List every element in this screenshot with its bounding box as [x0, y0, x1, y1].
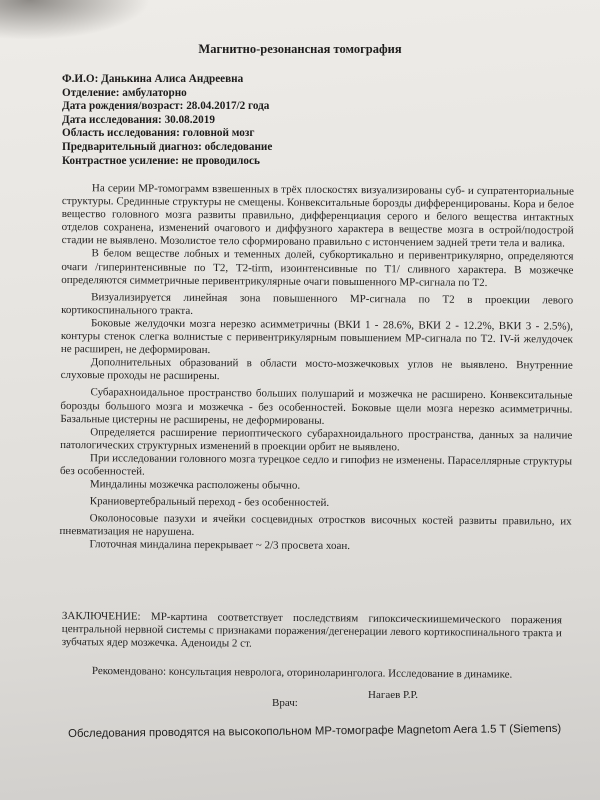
paragraph: Околоносовые пазухи и ячейки сосцевидных отростков височных костей развиты правильно, их пневматизация не нарушена. [59, 512, 572, 539]
patient-name: Ф.И.О: Данькина Алиса Андреевна [62, 73, 244, 85]
birth-date-age: Дата рождения/возраст: 28.04.2017/2 года [62, 100, 270, 113]
paragraph: Визуализируется линейная зона повышенного МР-сигнала по Т2 в проекции левого кортикоспинального тракта. [61, 290, 574, 317]
patient-info-block [62, 73, 562, 168]
paragraph: Боковые желудочки мозга нерезко асимметричны (ВКИ 1 - 28.6%, ВКИ 2 - 12.2%, ВКИ 3 - 2.5%), контуры стенок слегка волнистые с перивентрикулярным повышением МР-сигнала по Т2. IV-й желудочек не расширен, не деформирован. [60, 317, 574, 357]
footer-note: Обследования проводятся на высокопольном МР-томографе Magnetom Aera 1.5 T (Siemens) [68, 722, 562, 740]
page-shadow [0, 0, 150, 40]
preliminary-diagnosis: Предварительный диагноз: обследование [62, 140, 273, 153]
paragraph: При исследовании головного мозга турецкое седло и гипофиз не изменены. Параселлярные структуры без особенностей. [59, 452, 573, 478]
paragraph: Миндалины мозжечка расположены обычно. [89, 478, 301, 492]
document-title: Магнитно-резонансная томография [198, 42, 402, 56]
paragraph: Субарахноидальное пространство больших полушарий и мозжечка не расширено. Конвекситальные борозды большого мозга и мозжечка - без особенностей. Боковые щели мозга нерезко асимметричны. Базальные цистерны не расширены, не деформированы. [60, 386, 573, 427]
recommendation: Рекомендовано: консультация невролога, оториноларинголога. Исследование в динамике. [91, 665, 513, 681]
department: Отделение: амбулаторно [62, 86, 187, 99]
paragraph: Определяется расширение периоптического субарахноидального пространства, данных за наличие патологических структурных изменений в проекции орбит не выявлено. [60, 425, 573, 454]
paragraph: В белом веществе лобных и теменных долей, субкортикально и перивентрикулярно, определяются очаги /гиперинтенсивные по Т2, Т2-tirm, изоинтенсивные по Т1/ сливного характера. В мозжечке определяются симметричные перивентрикулярные очаги повышенного МР-сигнала по Т2. [61, 247, 574, 289]
report-body [59, 182, 574, 555]
exam-area: Область исследования: головной мозг [62, 127, 255, 140]
doctor-name: Нагаев Р.Р. [368, 689, 419, 701]
paragraph: Дополнительных образований в области мосто-мозжечковых углов не выявлено. Внутренние слуховые проходы не расширены. [60, 356, 573, 383]
doctor-label: Врач: [272, 697, 298, 709]
paragraph: На серии МР-томограмм взвешенных в трёх плоскостях визуализированы суб- и супратенториальные структуры. Срединные структуры не смещены. Конвекситальные борозды дифференцированы. Кора и белое вещество головного мозга развиты правильно, дифференциация серого и белого вещества интактных отделов сохранена, изменений очагового и диффузного характера в веществе мозга в острой/подострой стадии не выявлено. Мозолистое тело сформировано правильно с истончением задней трети тела и валика. [61, 182, 574, 250]
paragraph: Краниовертебральный переход - без особенностей. [89, 495, 330, 510]
exam-date: Дата исследования: 30.08.2019 [62, 113, 215, 126]
paragraph: Глоточная миндалина перекрывает ~ 2/3 просвета хоан. [89, 538, 351, 553]
contrast-enhancement: Контрастное усиление: не проводилось [62, 154, 260, 167]
conclusion: ЗАКЛЮЧЕНИЕ: МР-картина соответствует последствиям гипоксическиишемического поражения центральной нервной системы с признаками поражения/дегенерации левого кортикоспинального тракта и зубчатых ядер мозжечка. Аденоиды 2 ст. [61, 610, 562, 650]
